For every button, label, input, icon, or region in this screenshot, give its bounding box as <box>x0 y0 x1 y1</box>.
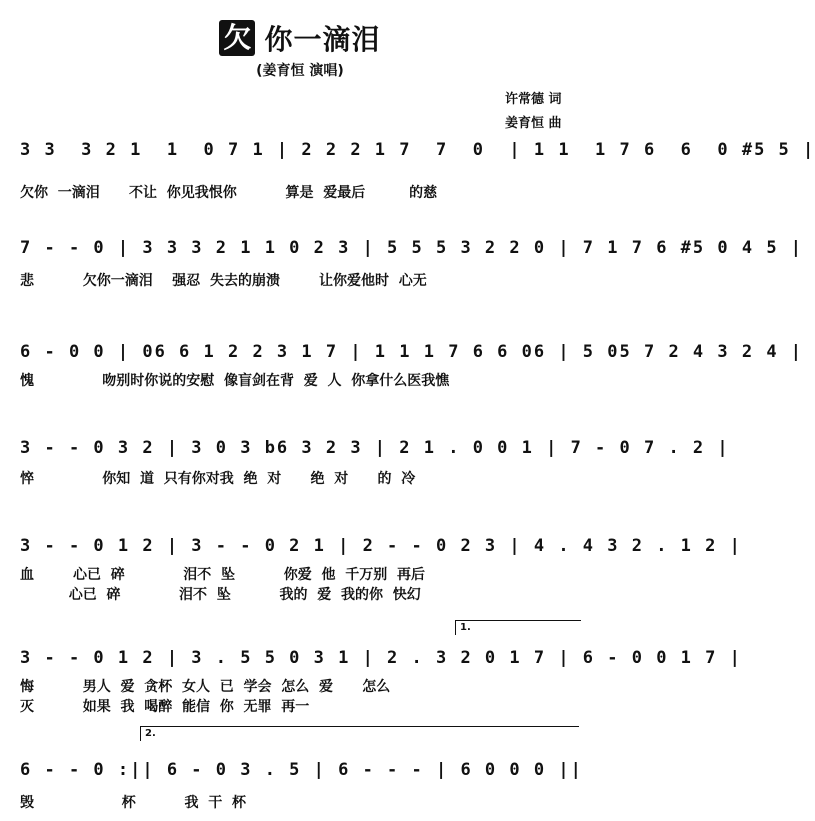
lyric-line: 心已 碎 泪不 坠 我的 爱 我的你 快幻 <box>20 587 421 603</box>
first-ending-label: 1. <box>460 622 471 633</box>
lyric-line: 血 心已 碎 泪不 坠 你爱 他 千万别 再后 <box>20 567 425 583</box>
title-text: 你一滴泪 <box>264 23 381 56</box>
notation-line: 3 - - 0 3 2 | 3 0 3 b6 3 2 3 | 2 1 . 0 0 1 | 7 - 0 7 . 2 | <box>20 438 730 458</box>
lyric-line: 悔 男人 爱 贪杯 女人 已 学会 怎么 爱 怎么 <box>20 679 391 695</box>
lyric-line: 悲 欠你一滴泪 强忍 失去的崩溃 让你爱他时 心无 <box>20 273 427 289</box>
composer-credit: 姜育恒 曲 <box>505 116 562 131</box>
lyric-line: 灭 如果 我 喝醉 能信 你 无罪 再一 <box>20 699 310 715</box>
lyric-line: 欠你 一滴泪 不让 你见我恨你 算是 爱最后 的慈 <box>20 185 438 201</box>
lyric-line: 毁 杯 我 干 杯 <box>20 795 246 811</box>
notation-line: 3 - - 0 1 2 | 3 - - 0 2 1 | 2 - - 0 2 3 | 4 . 4 3 2 . 1 2 | <box>20 536 742 556</box>
singer-subtitle: (姜育恒 演唱) <box>256 63 344 79</box>
notation-line: 3 3 3 2 1 1 0 7 1 | 2 2 2 1 7 7 0 | 1 1 1 7 6 6 0 #5 5 | <box>20 140 815 160</box>
second-ending-bracket <box>140 726 579 741</box>
title-logo-char: 欠 <box>219 20 255 56</box>
notation-line: 3 - - 0 1 2 | 3 . 5 5 0 3 1 | 2 . 3 2 0 1 7 | 6 - 0 0 1 7 | <box>20 648 742 668</box>
lyric-line: 愧 吻别时你说的安慰 像盲剑在背 爱 人 你拿什么医我憔 <box>20 373 450 389</box>
notation-line: 6 - - 0 :|| 6 - 0 3 . 5 | 6 - - - | 6 0 0 0 || <box>20 760 583 780</box>
lyric-line: 悴 你知 道 只有你对我 绝 对 绝 对 的 冷 <box>20 471 416 487</box>
second-ending-label: 2. <box>145 728 156 739</box>
lyricist-credit: 许常德 词 <box>505 92 562 107</box>
notation-line: 7 - - 0 | 3 3 3 2 1 1 0 2 3 | 5 5 5 3 2 2 0 | 7 1 7 6 #5 0 4 5 | <box>20 238 804 258</box>
first-ending-bracket <box>455 620 581 635</box>
notation-line: 6 - 0 0 | 06 6 1 2 2 3 1 7 | 1 1 1 7 6 6 06 | 5 05 7 2 4 3 2 4 | <box>20 342 804 362</box>
song-title <box>0 18 600 58</box>
